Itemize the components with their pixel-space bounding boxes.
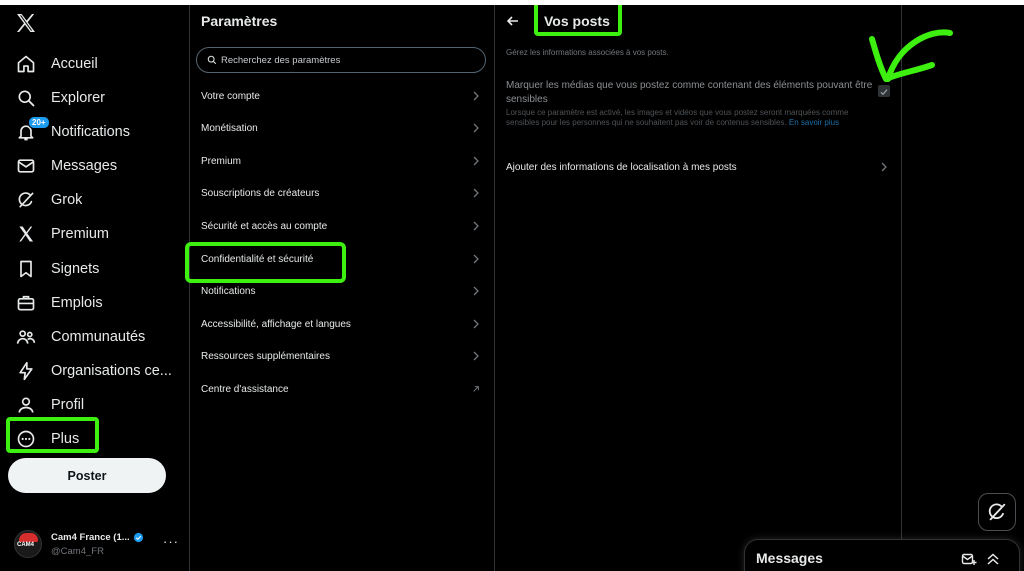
settings-title: Paramètres — [201, 13, 278, 29]
settings-item-monetization[interactable] — [190, 113, 494, 143]
messages-drawer[interactable] — [744, 539, 1020, 571]
settings-search-box[interactable] — [196, 47, 486, 73]
nav-label: Messages — [51, 158, 118, 174]
verified-badge-icon — [133, 532, 144, 543]
learn-more-link[interactable]: En savoir plus — [788, 118, 840, 127]
settings-item-privacy-safety[interactable] — [190, 244, 494, 274]
settings-item-label: Monétisation — [201, 122, 258, 134]
home-icon — [16, 54, 36, 74]
lightning-icon — [16, 361, 36, 381]
nav-item-profile[interactable] — [8, 390, 186, 420]
checkmark-icon — [878, 86, 890, 98]
messages-drawer-title: Messages — [756, 550, 823, 566]
nav-label: Communautés — [51, 329, 146, 345]
chevron-right-icon — [880, 162, 888, 172]
grok-icon — [986, 501, 1008, 523]
settings-item-label: Confidentialité et sécurité — [201, 253, 314, 265]
settings-item-label: Premium — [201, 155, 242, 167]
chevron-right-icon — [472, 286, 480, 296]
account-name: Cam4 France (1... — [51, 531, 130, 543]
nav-item-explore[interactable] — [8, 83, 186, 113]
person-icon — [16, 395, 36, 415]
sensitive-media-description — [506, 108, 872, 128]
nav-item-communities[interactable] — [8, 322, 186, 352]
settings-item-resources[interactable] — [190, 341, 494, 371]
nav-label: Signets — [51, 261, 100, 277]
settings-item-label: Votre compte — [201, 90, 260, 102]
x-logo-icon — [16, 224, 36, 244]
nav-label: Premium — [51, 226, 110, 242]
chevron-right-icon — [472, 319, 480, 329]
settings-item-label: Accessibilité, affichage et langues — [201, 318, 351, 330]
detail-subtitle: Gérez les informations associées à vos posts. — [506, 48, 669, 57]
external-link-icon — [472, 384, 480, 394]
nav-item-organizations[interactable] — [8, 356, 186, 386]
chevron-right-icon — [472, 91, 480, 101]
settings-item-security-access[interactable] — [190, 211, 494, 241]
nav-item-jobs[interactable] — [8, 288, 186, 318]
sensitive-media-label: Marquer les médias que vous postez comme contenant des éléments pouvant être sensibles — [506, 80, 873, 105]
x-logo-icon[interactable] — [14, 11, 38, 35]
chevron-right-icon — [472, 351, 480, 361]
nav-label: Organisations ce... — [51, 363, 172, 379]
nav-item-premium[interactable] — [8, 219, 186, 249]
avatar-text: CAM4 — [17, 542, 35, 548]
location-info-row[interactable] — [495, 153, 900, 181]
nav-item-messages[interactable] — [8, 151, 186, 181]
nav-label: Notifications — [51, 124, 130, 140]
settings-item-accessibility[interactable] — [190, 309, 494, 339]
sensitive-desc-text: Lorsque ce paramètre est activé, les images et vidéos que vous postez seront marquées comme sensibles pour les personnes qui ne souhaitent pas voir de contenus sensibles. — [506, 108, 849, 127]
chevron-right-icon — [472, 254, 480, 264]
bookmark-icon — [16, 259, 36, 279]
notification-badge: 20+ — [28, 116, 50, 129]
account-text — [51, 532, 149, 557]
detail-column — [495, 5, 900, 571]
search-icon — [207, 55, 217, 65]
avatar-cap — [19, 533, 38, 542]
grok-floating-button[interactable] — [978, 493, 1016, 531]
green-arrow-annotation — [860, 27, 960, 87]
new-message-icon[interactable] — [961, 551, 977, 567]
envelope-icon — [16, 156, 36, 176]
nav-item-home[interactable] — [8, 49, 186, 79]
more-circle-icon — [16, 429, 36, 449]
settings-item-account[interactable] — [190, 81, 494, 111]
more-dots-icon[interactable]: ··· — [163, 534, 179, 549]
nav-label: Accueil — [51, 56, 98, 72]
chevron-right-icon — [472, 123, 480, 133]
nav-label: Grok — [51, 192, 83, 208]
nav-item-notifications[interactable] — [8, 117, 186, 147]
settings-item-label: Centre d'assistance — [201, 383, 289, 395]
app-screen — [0, 5, 1024, 571]
location-info-label: Ajouter des informations de localisation à mes posts — [506, 161, 737, 173]
grok-icon — [16, 190, 36, 210]
detail-title: Vos posts — [544, 13, 610, 29]
account-switcher[interactable] — [14, 526, 186, 562]
settings-item-label: Ressources supplémentaires — [201, 350, 330, 362]
settings-item-label: Souscriptions de créateurs — [201, 187, 320, 199]
settings-item-creator-subscriptions[interactable] — [190, 178, 494, 208]
settings-item-premium[interactable] — [190, 146, 494, 176]
settings-search-input[interactable] — [221, 55, 471, 66]
account-name-row — [51, 532, 149, 543]
settings-item-help-center[interactable] — [190, 374, 494, 404]
expand-up-icon[interactable] — [985, 551, 1001, 567]
settings-column — [190, 5, 494, 571]
nav-label: Explorer — [51, 90, 105, 106]
settings-item-label: Notifications — [201, 285, 256, 297]
settings-item-notifications[interactable] — [190, 276, 494, 306]
account-handle: @Cam4_FR — [51, 545, 104, 557]
left-navigation — [0, 5, 190, 571]
chevron-right-icon — [472, 188, 480, 198]
nav-label: Emplois — [51, 295, 103, 311]
post-button[interactable]: Poster — [8, 458, 166, 493]
nav-label: Plus — [51, 431, 80, 447]
bell-icon-wrap — [16, 118, 46, 142]
chevron-right-icon — [472, 221, 480, 231]
nav-item-more[interactable] — [8, 424, 186, 454]
nav-item-grok[interactable] — [8, 185, 186, 215]
settings-item-label: Sécurité et accès au compte — [201, 220, 328, 232]
back-arrow-icon[interactable] — [505, 13, 521, 29]
chevron-right-icon — [472, 156, 480, 166]
nav-item-bookmarks[interactable] — [8, 254, 186, 284]
avatar — [14, 530, 42, 558]
search-icon — [16, 88, 36, 108]
divider — [901, 5, 902, 571]
nav-label: Profil — [51, 397, 85, 413]
briefcase-icon — [16, 293, 36, 313]
people-icon — [16, 327, 36, 347]
